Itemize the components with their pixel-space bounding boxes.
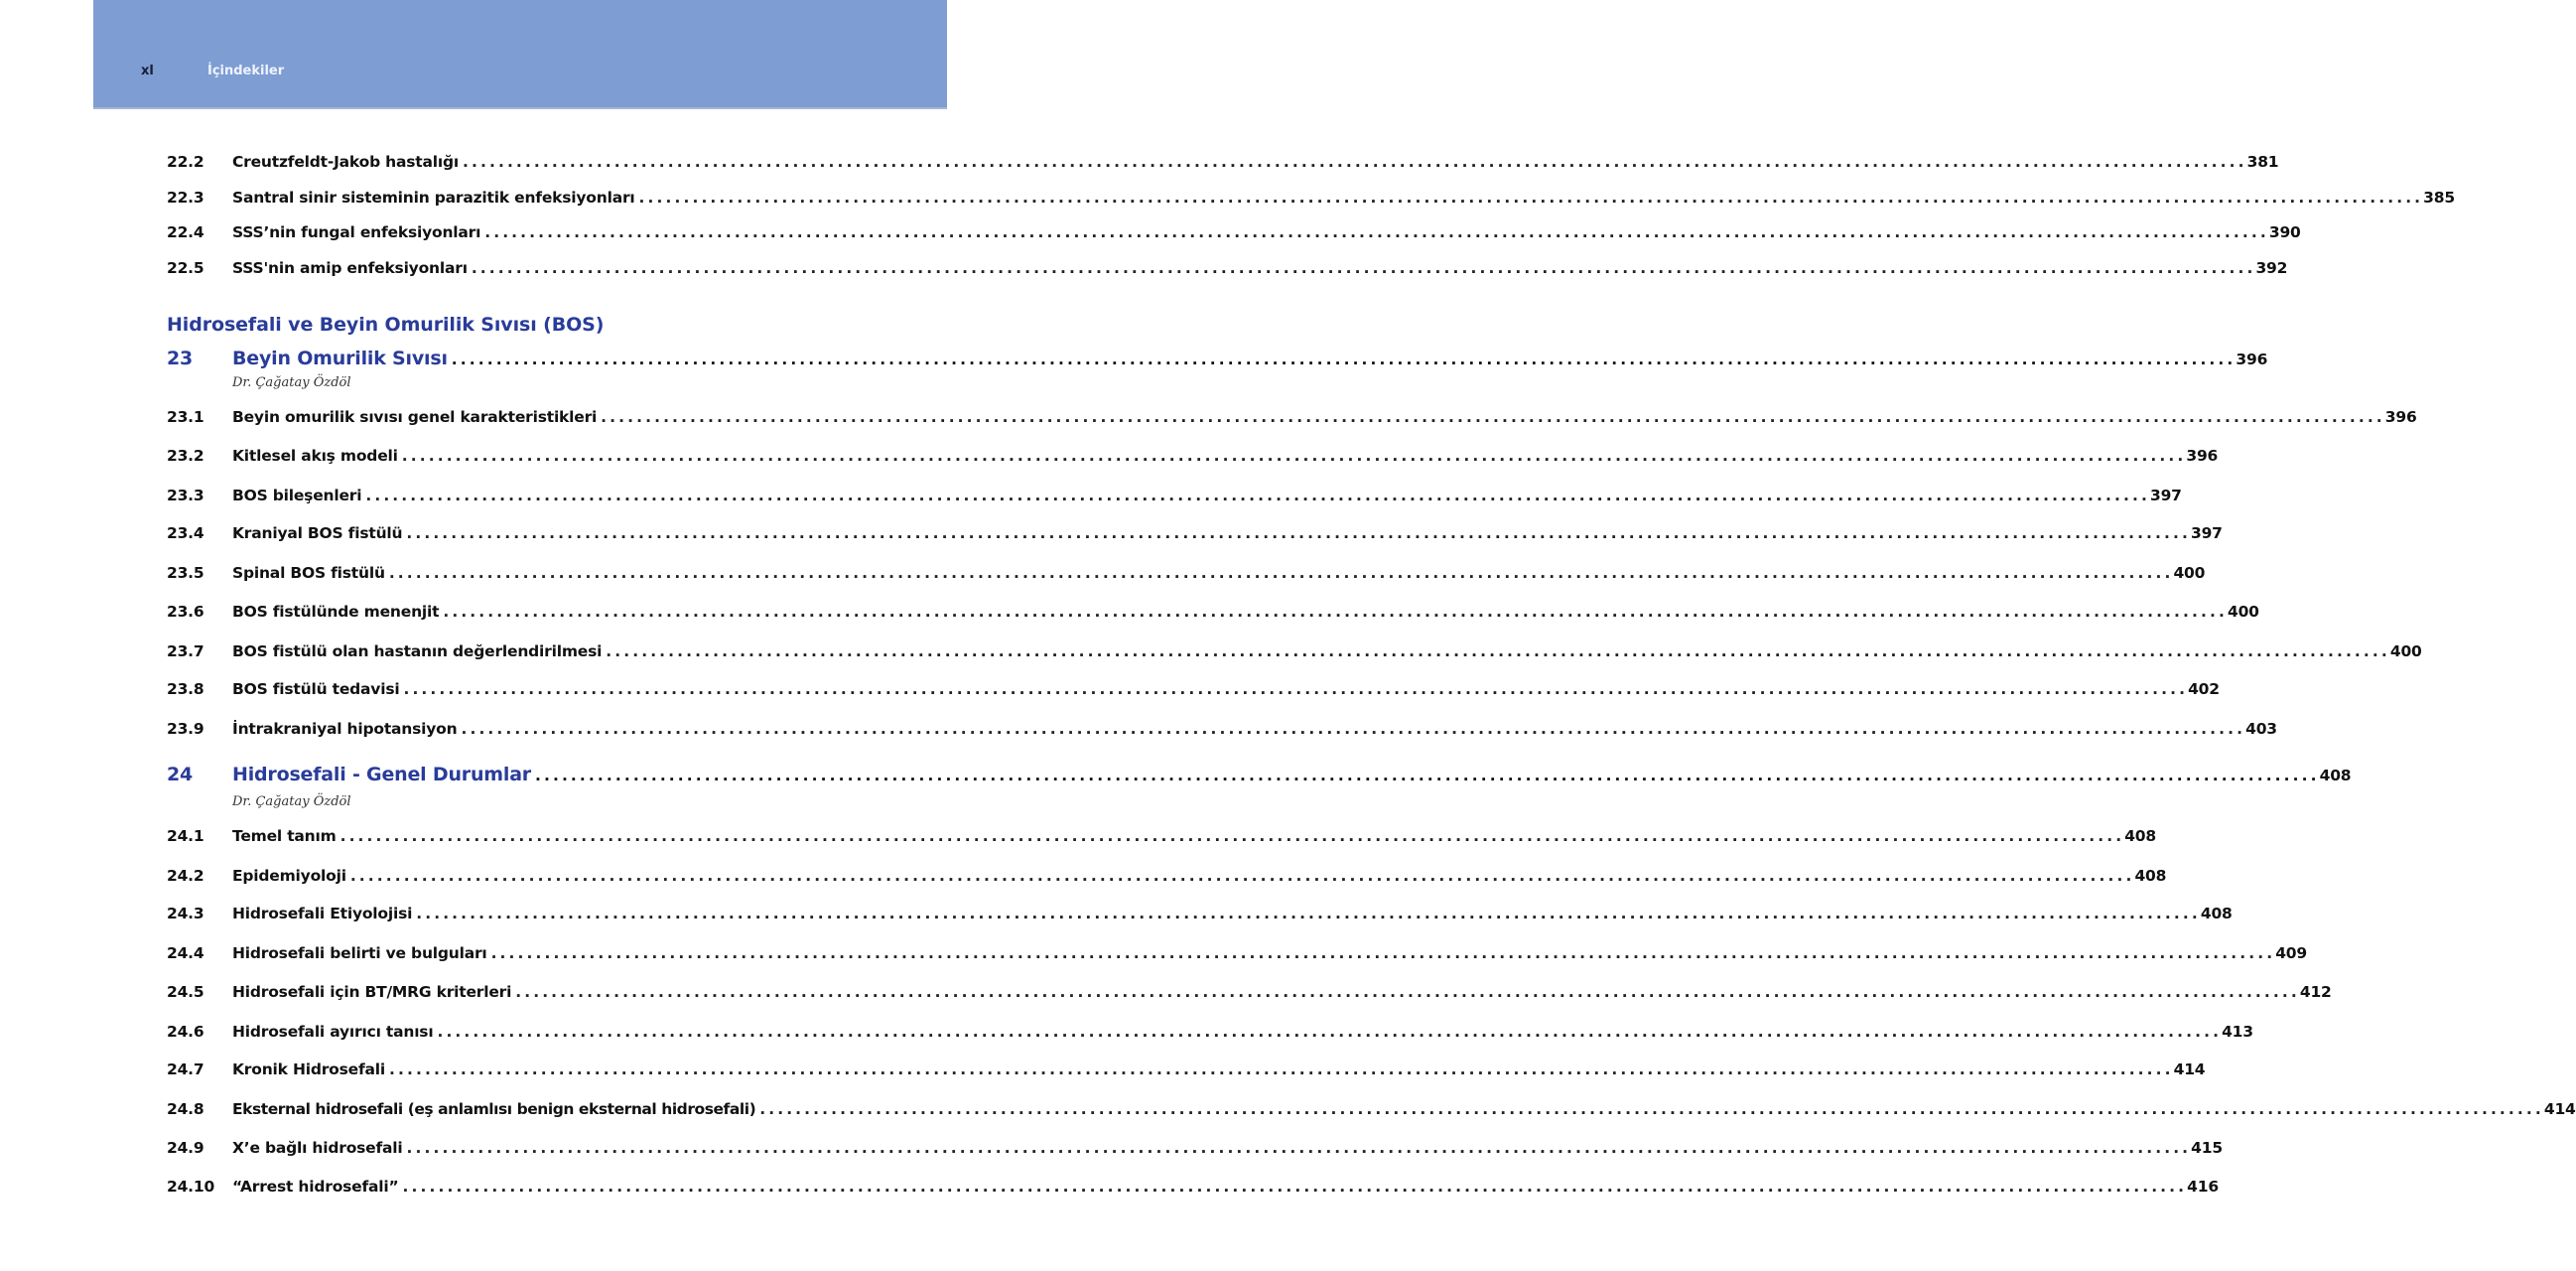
leader-dots: ........................................................................................................................................................................................................ bbox=[402, 1178, 2188, 1196]
leader-dots: ........................................................................................................................................................................................................ bbox=[401, 447, 2187, 465]
entry-title: BOS fistülünde menenjit bbox=[232, 603, 440, 621]
page-number: xl bbox=[141, 64, 154, 78]
toc-entry[interactable] bbox=[167, 189, 2455, 211]
entry-page: 408 bbox=[2124, 827, 2156, 845]
entry-title: Epidemiyoloji bbox=[232, 867, 346, 885]
toc-entry[interactable] bbox=[167, 1060, 2206, 1082]
entry-number: 23.1 bbox=[167, 408, 204, 426]
chapter-heading[interactable] bbox=[167, 764, 2352, 785]
entry-title: Santral sinir sisteminin parazitik enfeksiyonları bbox=[232, 189, 635, 207]
chapter-author: Dr. Çağatay Özdöl bbox=[232, 375, 351, 390]
entry-title: Eksternal hidrosefali (eş anlamlısı benign eksternal hidrosefali) bbox=[232, 1100, 756, 1118]
entry-number: 22.3 bbox=[167, 189, 204, 207]
toc-entry[interactable] bbox=[167, 223, 2301, 245]
toc-entry[interactable] bbox=[167, 680, 2220, 702]
entry-page: 396 bbox=[2384, 408, 2417, 426]
entry-number: 24.10 bbox=[167, 1178, 215, 1196]
entry-title: Beyin omurilik sıvısı genel karakteristikleri bbox=[232, 408, 598, 426]
entry-number: 24.4 bbox=[167, 944, 204, 962]
toc-entry[interactable] bbox=[167, 905, 2233, 926]
entry-page: 412 bbox=[2299, 983, 2332, 1001]
leader-dots: ........................................................................................................................................................................................................ bbox=[490, 944, 2276, 962]
leader-dots: ........................................................................................................................................................................................................ bbox=[463, 153, 2247, 171]
entry-title: Spinal BOS fistülü bbox=[232, 564, 385, 582]
entry-page: 416 bbox=[2187, 1178, 2219, 1196]
leader-dots: ........................................................................................................................................................................................................ bbox=[416, 905, 2201, 922]
leader-dots: ........................................................................................................................................................................................................ bbox=[601, 408, 2385, 426]
entry-page: 409 bbox=[2275, 944, 2307, 962]
entry-title: Hidrosefali ayırıcı tanısı bbox=[232, 1023, 434, 1041]
entry-page: 408 bbox=[2200, 905, 2233, 922]
leader-dots: ........................................................................................................................................................................................................ bbox=[406, 524, 2191, 542]
entry-page: 400 bbox=[2227, 603, 2259, 621]
toc-entry[interactable] bbox=[167, 720, 2277, 742]
toc-entry[interactable] bbox=[167, 1178, 2219, 1200]
entry-number: 23.5 bbox=[167, 564, 204, 582]
toc-entry[interactable] bbox=[167, 564, 2206, 586]
part-title: Hidrosefali ve Beyin Omurilik Sıvısı (BOS) bbox=[167, 314, 605, 336]
entry-title: Creutzfeldt-Jakob hastalığı bbox=[232, 153, 459, 171]
entry-page: 414 bbox=[2543, 1100, 2576, 1118]
chapter-page: 408 bbox=[2319, 767, 2352, 784]
entry-number: 24.9 bbox=[167, 1139, 204, 1157]
toc-entry[interactable] bbox=[167, 944, 2307, 966]
chapter-number: 23 bbox=[167, 348, 194, 369]
entry-title: SSS'nin amip enfeksiyonları bbox=[232, 259, 468, 277]
entry-number: 22.5 bbox=[167, 259, 204, 277]
toc-entry[interactable] bbox=[167, 1100, 2576, 1122]
entry-title: Kraniyal BOS fistülü bbox=[232, 524, 403, 542]
leader-dots: ........................................................................................................................................................................................................ bbox=[437, 1023, 2223, 1041]
entry-number: 23.9 bbox=[167, 720, 204, 738]
toc-entry[interactable] bbox=[167, 603, 2259, 625]
entry-number: 22.4 bbox=[167, 223, 204, 241]
entry-number: 24.3 bbox=[167, 905, 204, 922]
running-title: İçindekiler bbox=[207, 64, 285, 78]
toc-entry[interactable] bbox=[167, 524, 2223, 546]
entry-page: 413 bbox=[2222, 1023, 2253, 1041]
entry-number: 24.6 bbox=[167, 1023, 204, 1041]
toc-entry[interactable] bbox=[167, 1139, 2223, 1161]
entry-title: Kitlesel akış modeli bbox=[232, 447, 398, 465]
leader-dots: ........................................................................................................................................................................................................ bbox=[388, 564, 2174, 582]
entry-title: Hidrosefali belirti ve bulguları bbox=[232, 944, 487, 962]
entry-number: 24.1 bbox=[167, 827, 204, 845]
leader-dots: ........................................................................................................................................................................................................ bbox=[365, 487, 2150, 504]
entry-title: İntrakraniyal hipotansiyon bbox=[232, 720, 458, 738]
entry-page: 400 bbox=[2173, 564, 2206, 582]
chapter-number: 24 bbox=[167, 764, 194, 785]
leader-dots: ........................................................................................................................................................................................................ bbox=[461, 720, 2246, 738]
entry-page: 390 bbox=[2268, 223, 2301, 241]
entry-title: “Arrest hidrosefali” bbox=[232, 1178, 399, 1196]
entry-page: 396 bbox=[2186, 447, 2219, 465]
entry-page: 408 bbox=[2134, 867, 2167, 885]
entry-page: 403 bbox=[2245, 720, 2277, 738]
entry-number: 22.2 bbox=[167, 153, 204, 171]
entry-page: 402 bbox=[2188, 680, 2220, 698]
leader-dots: ........................................................................................................................................................................................................ bbox=[349, 867, 2135, 885]
toc-entry[interactable] bbox=[167, 487, 2182, 508]
entry-number: 23.2 bbox=[167, 447, 204, 465]
entry-page: 400 bbox=[2389, 642, 2422, 660]
entry-title: X’e bağlı hidrosefali bbox=[232, 1139, 403, 1157]
leader-dots: ........................................................................................................................................................................................................ bbox=[606, 642, 2390, 660]
entry-page: 415 bbox=[2191, 1139, 2223, 1157]
toc-entry[interactable] bbox=[167, 408, 2417, 430]
entry-page: 414 bbox=[2173, 1060, 2206, 1078]
leader-dots: ........................................................................................................................................................................................................ bbox=[638, 189, 2424, 207]
leader-dots: ........................................................................................................................................................................................................ bbox=[339, 827, 2125, 845]
entry-number: 23.6 bbox=[167, 603, 204, 621]
chapter-page: 396 bbox=[2236, 351, 2268, 368]
toc-entry[interactable] bbox=[167, 642, 2422, 664]
toc-entry[interactable] bbox=[167, 259, 2288, 281]
entry-number: 23.8 bbox=[167, 680, 204, 698]
toc-entry[interactable] bbox=[167, 153, 2279, 175]
entry-page: 397 bbox=[2149, 487, 2182, 504]
entry-number: 23.4 bbox=[167, 524, 204, 542]
entry-number: 24.2 bbox=[167, 867, 204, 885]
entry-page: 381 bbox=[2246, 153, 2279, 171]
toc-entry[interactable] bbox=[167, 867, 2167, 889]
header-band bbox=[93, 0, 947, 109]
entry-title: Temel tanım bbox=[232, 827, 337, 845]
entry-title: BOS fistülü tedavisi bbox=[232, 680, 400, 698]
chapter-title: Hidrosefali - Genel Durumlar bbox=[232, 764, 531, 785]
chapter-heading[interactable] bbox=[167, 348, 2268, 369]
entry-title: Hidrosefali için BT/MRG kriterleri bbox=[232, 983, 512, 1001]
toc-entry[interactable] bbox=[167, 983, 2332, 1005]
leader-dots: ........................................................................................................................................................................................................ bbox=[443, 603, 2228, 621]
leader-dots: ........................................................................................................................................................................................................ bbox=[406, 1139, 2192, 1157]
leader-dots: ........................................................................................................................................................................................................ bbox=[759, 1100, 2544, 1118]
leader-dots: ........................................................................................................................................................................................................ bbox=[484, 223, 2269, 241]
leader-dots: ........................................................................................................................................................................................................ bbox=[515, 983, 2300, 1001]
chapter-author: Dr. Çağatay Özdöl bbox=[232, 794, 351, 809]
chapter-title: Beyin Omurilik Sıvısı bbox=[232, 348, 448, 369]
leader-dots: ........................................................................................................................................................................................................ bbox=[389, 1060, 2174, 1078]
entry-number: 23.3 bbox=[167, 487, 204, 504]
entry-title: BOS bileşenleri bbox=[232, 487, 362, 504]
entry-number: 24.5 bbox=[167, 983, 204, 1001]
entry-title: Hidrosefali Etiyolojisi bbox=[232, 905, 413, 922]
leader-dots: ........................................................................................................................................................................................................ bbox=[471, 259, 2256, 277]
leader-dots: ........................................................................................................................................................................................................ bbox=[403, 680, 2189, 698]
entry-title: BOS fistülü olan hastanın değerlendirilmesi bbox=[232, 642, 603, 660]
entry-title: Kronik Hidrosefali bbox=[232, 1060, 385, 1078]
leader-dots: ........................................................................................................................................................................................................ bbox=[451, 351, 2237, 368]
entry-number: 24.8 bbox=[167, 1100, 204, 1118]
entry-number: 23.7 bbox=[167, 642, 204, 660]
leader-dots: ........................................................................................................................................................................................................ bbox=[534, 767, 2320, 784]
toc-entry[interactable] bbox=[167, 827, 2156, 849]
entry-page: 397 bbox=[2191, 524, 2223, 542]
entry-number: 24.7 bbox=[167, 1060, 204, 1078]
toc-entry[interactable] bbox=[167, 1023, 2253, 1045]
entry-page: 392 bbox=[2255, 259, 2288, 277]
entry-title: SSS’nin fungal enfeksiyonları bbox=[232, 223, 481, 241]
toc-entry[interactable] bbox=[167, 447, 2219, 469]
entry-page: 385 bbox=[2423, 189, 2455, 207]
